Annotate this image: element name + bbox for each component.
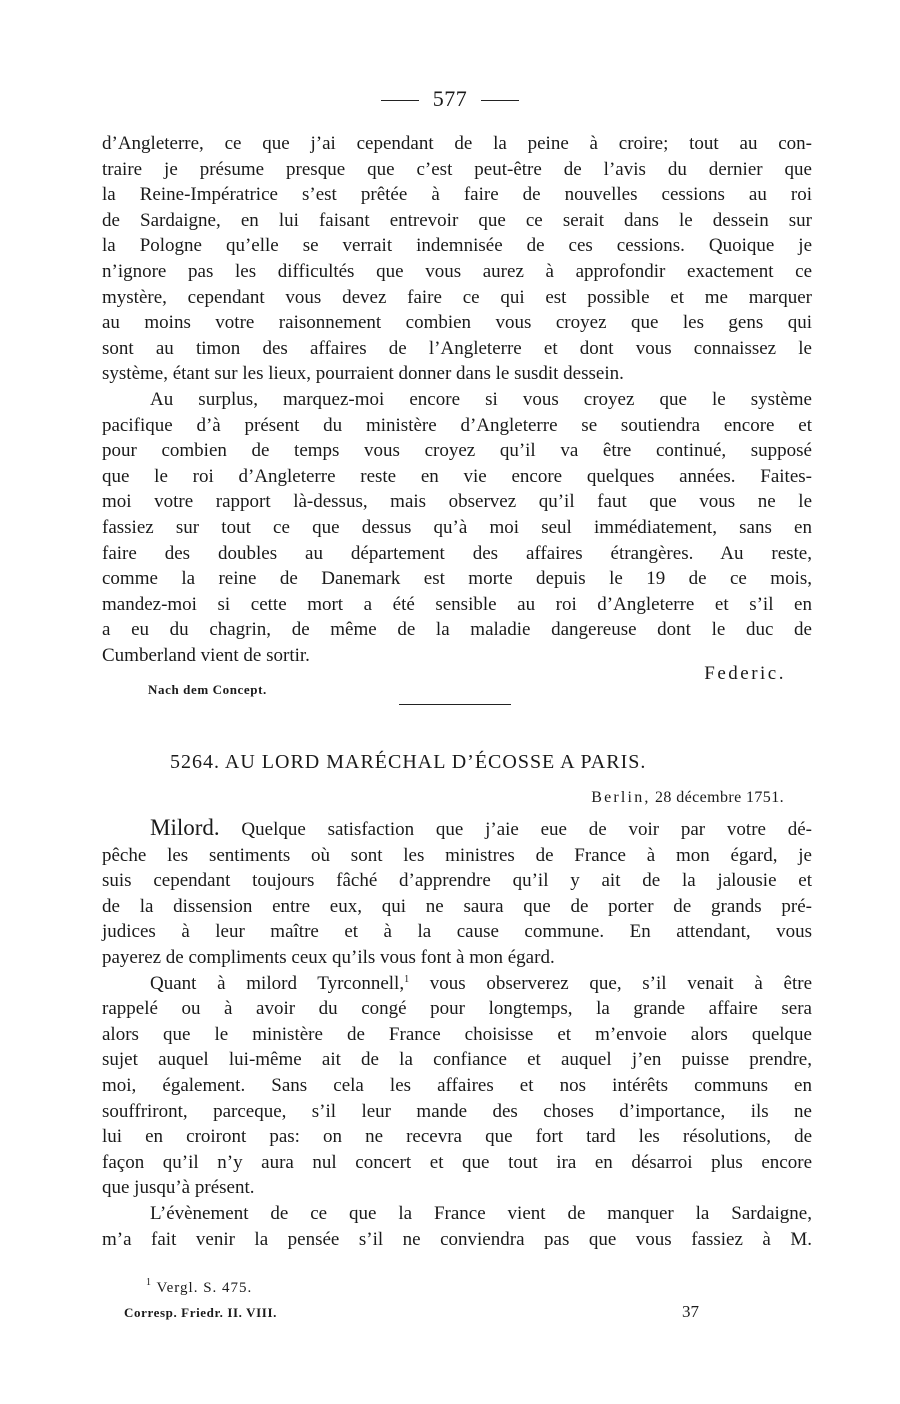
text-line: que le roi d’Angleterre reste en vie encore quelques années. Faites- <box>102 465 812 487</box>
page-header <box>0 86 900 112</box>
series-footer: Corresp. Friedr. II. VIII. <box>124 1305 277 1320</box>
text-line: la Reine-Impératrice s’est prêtée à faire de nouvelles cessions au roi <box>102 184 812 206</box>
text-line <box>102 815 812 843</box>
text-line: sujet auquel lui-même ait de la confiance et auquel j’en puisse prendre, <box>102 1049 812 1071</box>
text-line: la Pologne qu’elle se verrait indemnisée de ces cessions. Quoique je <box>102 235 812 257</box>
text-line: moi votre rapport là-dessus, mais observez qu’il faut que vous ne le <box>102 491 812 513</box>
text-line <box>102 971 812 997</box>
text-line: suis cependant toujours fâché d’apprendre qu’il y ait de la jalousie et <box>102 870 812 892</box>
letter-title: 5264. AU LORD MARÉCHAL D’ÉCOSSE A PARIS. <box>170 751 647 773</box>
footnote <box>146 1277 253 1297</box>
text-line: de la dissension entre eux, qui ne saura que de porter de grands pré- <box>102 895 812 917</box>
text-line: pour combien de temps vous croyez qu’il va être continué, supposé <box>102 440 812 462</box>
footnote-reference: 1 <box>404 973 410 985</box>
salutation: Milord. <box>150 815 220 840</box>
text-line: alors que le ministère de France choisisse et m’envoie alors quelque <box>102 1023 812 1045</box>
text-line: lui en croiront pas: on ne recevra que fort tard les résolutions, de <box>102 1126 812 1148</box>
text-line: L’évènement de ce que la France vient de manquer la Sardaigne, <box>150 1202 812 1224</box>
page-number: 577 <box>432 86 468 111</box>
text-line: sont au timon des affaires de l’Angleterre et dont vous connaissez le <box>102 337 812 359</box>
dateline <box>591 789 784 807</box>
dateline-date: 28 décembre 1751. <box>655 789 784 806</box>
text-line: mystère, cependant vous devez faire ce qui est possible et me marquer <box>102 286 812 308</box>
letter-2-body <box>102 815 812 1252</box>
text-line: mandez-moi si cette mort a été sensible au roi d’Angleterre et s’il en <box>102 593 812 615</box>
text-line: au moins votre raisonnement combien vous croyez que les gens qui <box>102 312 812 334</box>
text-fragment: vous observerez que, s’il venait à être <box>409 972 813 994</box>
text-line: n’ignore pas les difficultés que vous aurez à approfondir exactement ce <box>102 260 812 282</box>
text-line: m’a fait venir la pensée s’il ne conviendra pas que vous fassiez à M. <box>102 1228 812 1250</box>
text-line: a eu du chagrin, de même de la maladie dangereuse dont le duc de <box>102 619 812 641</box>
text-fragment: Quelque satisfaction que j’aie eue de voir par votre dé- <box>219 819 812 840</box>
header-dash-right <box>481 100 519 101</box>
text-line: judices à leur maître et à la cause commune. En attendant, vous <box>102 921 812 943</box>
text-line: système, étant sur les lieux, pourraient donner dans le susdit dessein. <box>102 363 624 385</box>
text-line: comme la reine de Danemark est morte depuis le 19 de ce mois, <box>102 568 812 590</box>
dateline-place: Berlin, <box>591 789 651 806</box>
text-line: Cumberland vient de sortir. <box>102 644 310 666</box>
text-line: pêche les sentiments où sont les ministres de France à mon égard, je <box>102 844 812 866</box>
signature: Federic. <box>704 663 786 684</box>
letter-1-body <box>102 131 812 668</box>
text-line: rappelé ou à avoir du congé pour longtemps, la grande affaire sera <box>102 998 812 1020</box>
text-line: que jusqu’à présent. <box>102 1177 255 1199</box>
text-line: de Sardaigne, en lui faisant entrevoir que ce serait dans le dessein sur <box>102 209 812 231</box>
text-line: fassiez sur tout ce que dessus qu’à moi seul immédiatement, sans en <box>102 516 812 538</box>
text-line: souffriront, parceque, s’il leur mande des choses d’importance, ils ne <box>102 1100 812 1122</box>
footnote-mark: 1 <box>146 1277 152 1288</box>
text-line: façon qu’il n’y aura nul concert et que tout ira en désarroi plus encore <box>102 1151 812 1173</box>
text-line: faire des doubles au département des affaires étrangères. Au reste, <box>102 542 812 564</box>
sheet-signature: 37 <box>682 1302 699 1321</box>
footnote-text: Vergl. S. 475. <box>156 1280 253 1296</box>
text-fragment: Quant à milord Tyrconnell, <box>150 972 405 994</box>
text-line: traire je présume presque que c’est peut-être de l’avis du dernier que <box>102 158 812 180</box>
text-line: d’Angleterre, ce que j’ai cependant de la peine à croire; tout au con- <box>102 133 812 154</box>
text-line: Au surplus, marquez-moi encore si vous croyez que le système <box>150 388 812 410</box>
text-line: moi, également. Sans cela les affaires et nos intérêts communs en <box>102 1074 812 1096</box>
text-line: payerez de compliments ceux qu’ils vous font à mon égard. <box>102 946 555 968</box>
header-dash-left <box>381 100 419 101</box>
section-divider <box>399 704 511 705</box>
source-note: Nach dem Concept. <box>148 682 267 697</box>
text-line: pacifique d’à présent du ministère d’Angleterre se soutiendra encore et <box>102 414 812 436</box>
